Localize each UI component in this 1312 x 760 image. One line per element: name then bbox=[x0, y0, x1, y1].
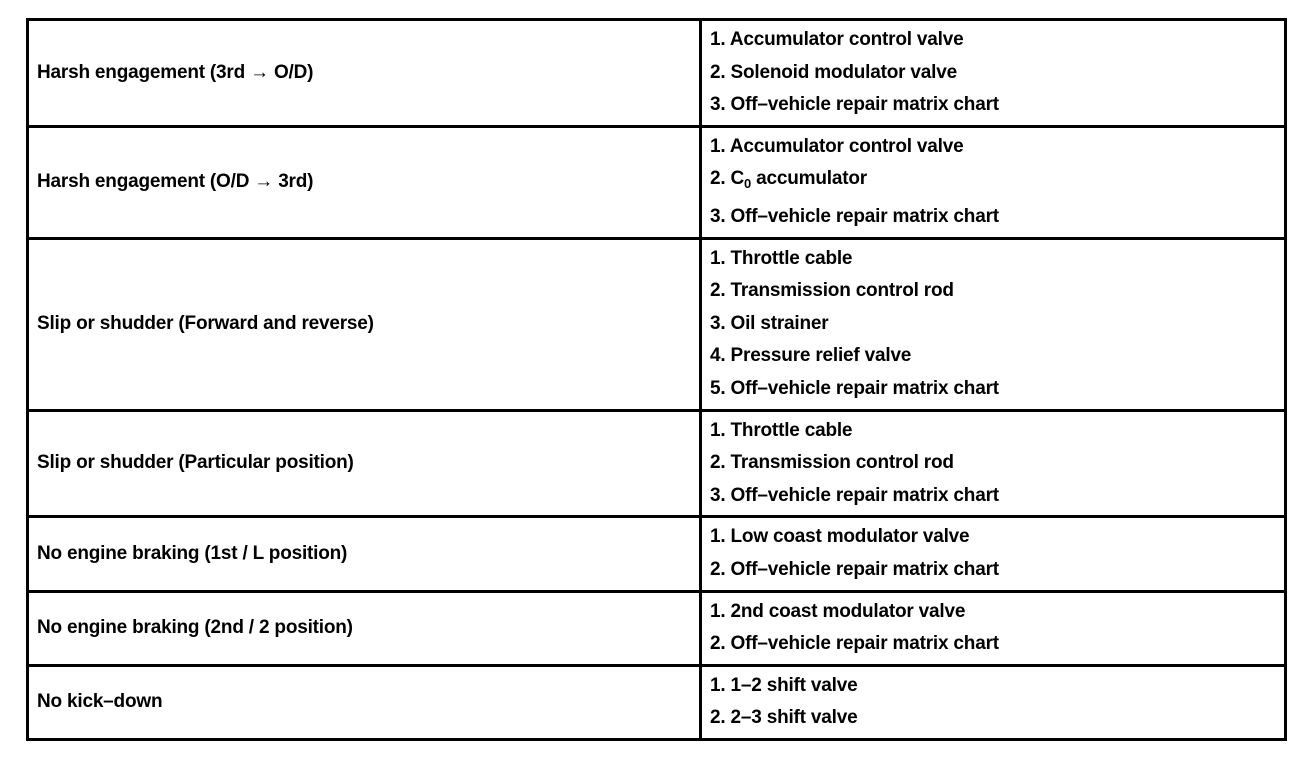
cause-item: 2. Off–vehicle repair matrix chart bbox=[710, 633, 999, 655]
symptom-cell: No kick–down bbox=[28, 665, 701, 739]
cause-item: 1. Accumulator control valve bbox=[710, 29, 964, 50]
cause-item: 3. Off–vehicle repair matrix chart bbox=[710, 484, 999, 506]
possible-causes-cell bbox=[701, 20, 1286, 127]
diagnosis-table bbox=[26, 18, 1287, 741]
table-row bbox=[28, 20, 1286, 127]
table-row bbox=[28, 238, 1286, 410]
cause-item: 1. Throttle cable bbox=[710, 247, 853, 269]
symptom-cell: Slip or shudder (Particular position) bbox=[28, 410, 701, 517]
possible-causes-cell bbox=[701, 238, 1286, 410]
possible-causes-cell bbox=[701, 517, 1286, 591]
symptom-cell: Harsh engagement (3rd → O/D) bbox=[28, 20, 701, 127]
cause-item: 2. Transmission control rod bbox=[710, 280, 954, 302]
cause-item: 2. Solenoid modulator valve bbox=[710, 61, 957, 83]
possible-causes-cell bbox=[701, 591, 1286, 665]
symptom-cell: No engine braking (1st / L position) bbox=[28, 517, 701, 591]
possible-causes-cell bbox=[701, 665, 1286, 739]
cause-item: 5. Off–vehicle repair matrix chart bbox=[710, 377, 999, 399]
table-row bbox=[28, 665, 1286, 739]
possible-causes-cell bbox=[701, 126, 1286, 238]
cause-item: 2. Transmission control rod bbox=[710, 452, 954, 474]
cause-item: 2. Off–vehicle repair matrix chart bbox=[710, 558, 999, 580]
diagnosis-table-body bbox=[28, 20, 1286, 740]
table-row bbox=[28, 410, 1286, 517]
table-row bbox=[28, 591, 1286, 665]
symptom-cell: Harsh engagement (O/D → 3rd) bbox=[28, 126, 701, 238]
cause-item bbox=[710, 163, 1284, 201]
cause-subscript: 0 bbox=[744, 176, 752, 192]
symptom-cell: No engine braking (2nd / 2 position) bbox=[28, 591, 701, 665]
cause-item: 4. Pressure relief valve bbox=[710, 345, 912, 367]
table-row bbox=[28, 126, 1286, 238]
cause-item: 3. Off–vehicle repair matrix chart bbox=[710, 94, 999, 116]
cause-text: 2. C bbox=[710, 168, 745, 190]
cause-item: 1. Accumulator control valve bbox=[710, 135, 964, 157]
cause-item: 1. 2nd coast modulator valve bbox=[710, 600, 966, 622]
symptom-cell: Slip or shudder (Forward and reverse) bbox=[28, 238, 701, 410]
cause-item: 3. Off–vehicle repair matrix chart bbox=[710, 205, 999, 227]
table-row bbox=[28, 517, 1286, 591]
cause-item: 1. 1–2 shift valve bbox=[710, 674, 858, 696]
possible-causes-cell bbox=[701, 410, 1286, 517]
cause-item: 2. 2–3 shift valve bbox=[710, 707, 858, 729]
cause-item: 3. Oil strainer bbox=[710, 312, 829, 334]
cause-item: 1. Low coast modulator valve bbox=[710, 526, 970, 548]
cause-text: accumulator bbox=[751, 168, 867, 190]
cause-item: 1. Throttle cable bbox=[710, 419, 853, 441]
